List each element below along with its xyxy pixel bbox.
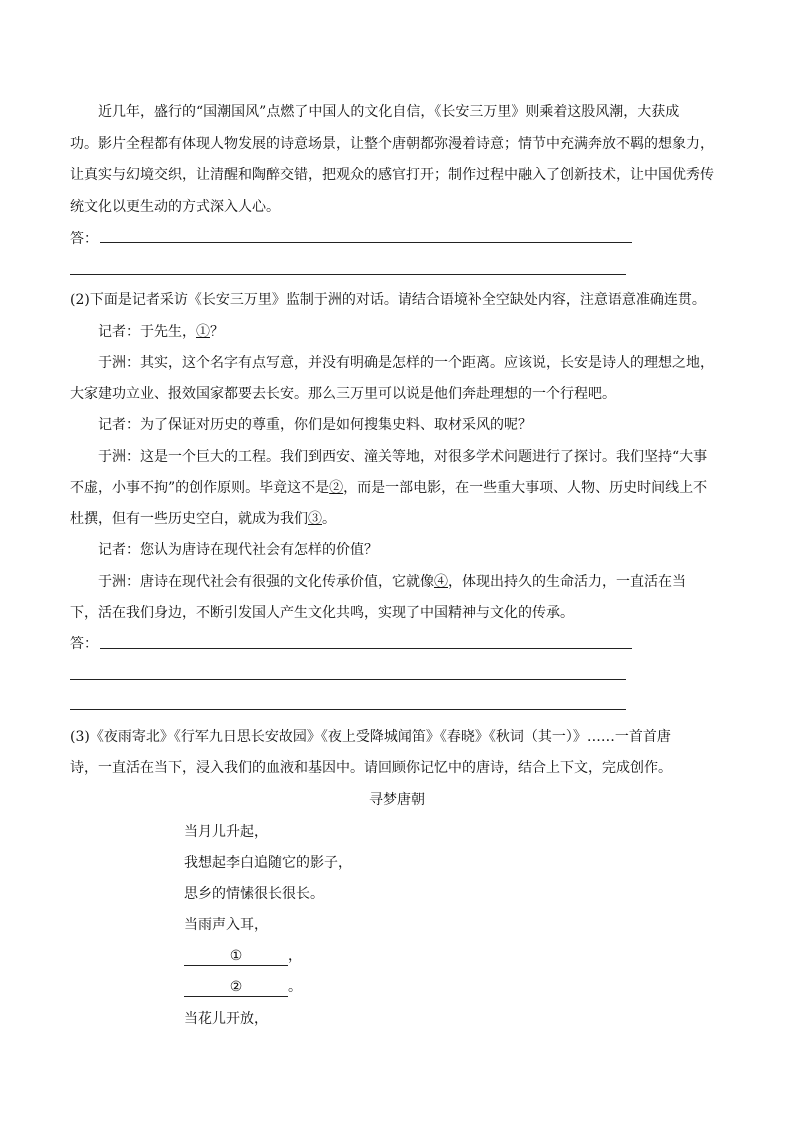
reporter-line	[98, 322, 758, 342]
poem-line: 当花儿开放，	[184, 1011, 268, 1027]
yuzhou-line: 下，活在我们身边，不断引发国人产生文化共鸣，实现了中国精神与文化的传承。	[70, 605, 574, 621]
punct: 。	[288, 979, 302, 995]
yuzhou-line	[70, 478, 730, 498]
yuzhou-text: 不虚，小事不拘”的创作原则。毕竟这不是	[70, 480, 330, 496]
poem-blank-1[interactable]: ①	[184, 948, 288, 966]
yuzhou-text: 杜撰，但有一些历史空白，就成为我们	[70, 511, 308, 527]
yuzhou-text: ，体现出持久的生命活力，一直活在当	[448, 574, 686, 590]
paragraph-line: 让真实与幻境交织，让清醒和陶醉交错，把观众的感官打开；制作过程中融入了创新技术，让中国优秀传	[70, 167, 714, 183]
answer-line[interactable]	[100, 242, 632, 243]
question-2-intro: (2)下面是记者采访《长安三万里》监制于洲的对话。请结合语境补全空缺处内容，注意语意准确连贯。	[70, 292, 706, 308]
reporter-line: 记者：您认为唐诗在现代社会有怎样的价值？	[98, 542, 378, 558]
blank-4[interactable]: ④	[434, 574, 448, 590]
answer-line[interactable]	[70, 679, 626, 680]
punct: 。	[322, 511, 336, 527]
poem-title: 寻梦唐朝	[369, 792, 425, 808]
poem-line: 当月儿升起，	[184, 824, 268, 840]
poem-blank-line-1	[184, 946, 794, 966]
yuzhou-line	[98, 572, 758, 592]
blank-1[interactable]: ①	[196, 324, 210, 340]
punct: ？	[210, 324, 224, 340]
paragraph-line: 功。影片全程都有体现人物发展的诗意场景，让整个唐朝都弥漫着诗意；情节中充满奔放不羁的想象力，	[70, 136, 714, 152]
question-3-line: 诗，一直活在当下，浸入我们的血液和基因中。请回顾你记忆中的唐诗，结合上下文，完成创作。	[70, 760, 672, 776]
yuzhou-line: 于洲：其实，这个名字有点写意，并没有明确是怎样的一个距离。应该说，长安是诗人的理想之地，	[98, 355, 714, 371]
yuzhou-line: 于洲：这是一个巨大的工程。我们到西安、潼关等地，对很多学术问题进行了探讨。我们坚持“大事	[98, 449, 708, 465]
blank-3[interactable]: ③	[308, 511, 322, 527]
paragraph-line: 近几年，盛行的“国潮国风”点燃了中国人的文化自信，《长安三万里》则乘着这股风潮，大获成	[98, 104, 680, 120]
poem-blank-line-2	[184, 977, 794, 997]
yuzhou-text: 于洲：唐诗在现代社会有很强的文化传承价值，它就像	[98, 574, 434, 590]
answer-label: 答：	[70, 636, 98, 652]
reporter-text: 记者：于先生，	[98, 324, 196, 340]
paragraph-line: 统文化以更生动的方式深入人心。	[70, 199, 280, 215]
poem-line: 我想起李白追随它的影子，	[184, 855, 352, 871]
blank-2[interactable]: ②	[329, 480, 344, 496]
punct: ，	[288, 948, 302, 964]
yuzhou-line	[70, 509, 730, 529]
yuzhou-line: 大家建功立业、报效国家都要去长安。那么三万里可以说是他们奔赴理想的一个行程吧。	[70, 386, 616, 402]
answer-line[interactable]	[100, 648, 632, 649]
poem-line: 思乡的情愫很长很长。	[184, 886, 324, 902]
answer-label: 答：	[70, 231, 98, 247]
answer-line[interactable]	[70, 274, 626, 275]
poem-line: 当雨声入耳，	[184, 917, 268, 933]
reporter-line: 记者：为了保证对历史的尊重，你们是如何搜集史料、取材采风的呢？	[98, 417, 532, 433]
answer-line[interactable]	[70, 709, 626, 710]
poem-blank-2[interactable]: ②	[184, 979, 288, 997]
yuzhou-text: ，而是一部电影，在一些重大事项、人物、历史时间线上不	[343, 480, 708, 496]
question-3-line: (3)《夜雨寄北》《行军九日思长安故园》《夜上受降城闻笛》《春晓》《秋词（其一）》……一首首唐	[70, 729, 671, 745]
